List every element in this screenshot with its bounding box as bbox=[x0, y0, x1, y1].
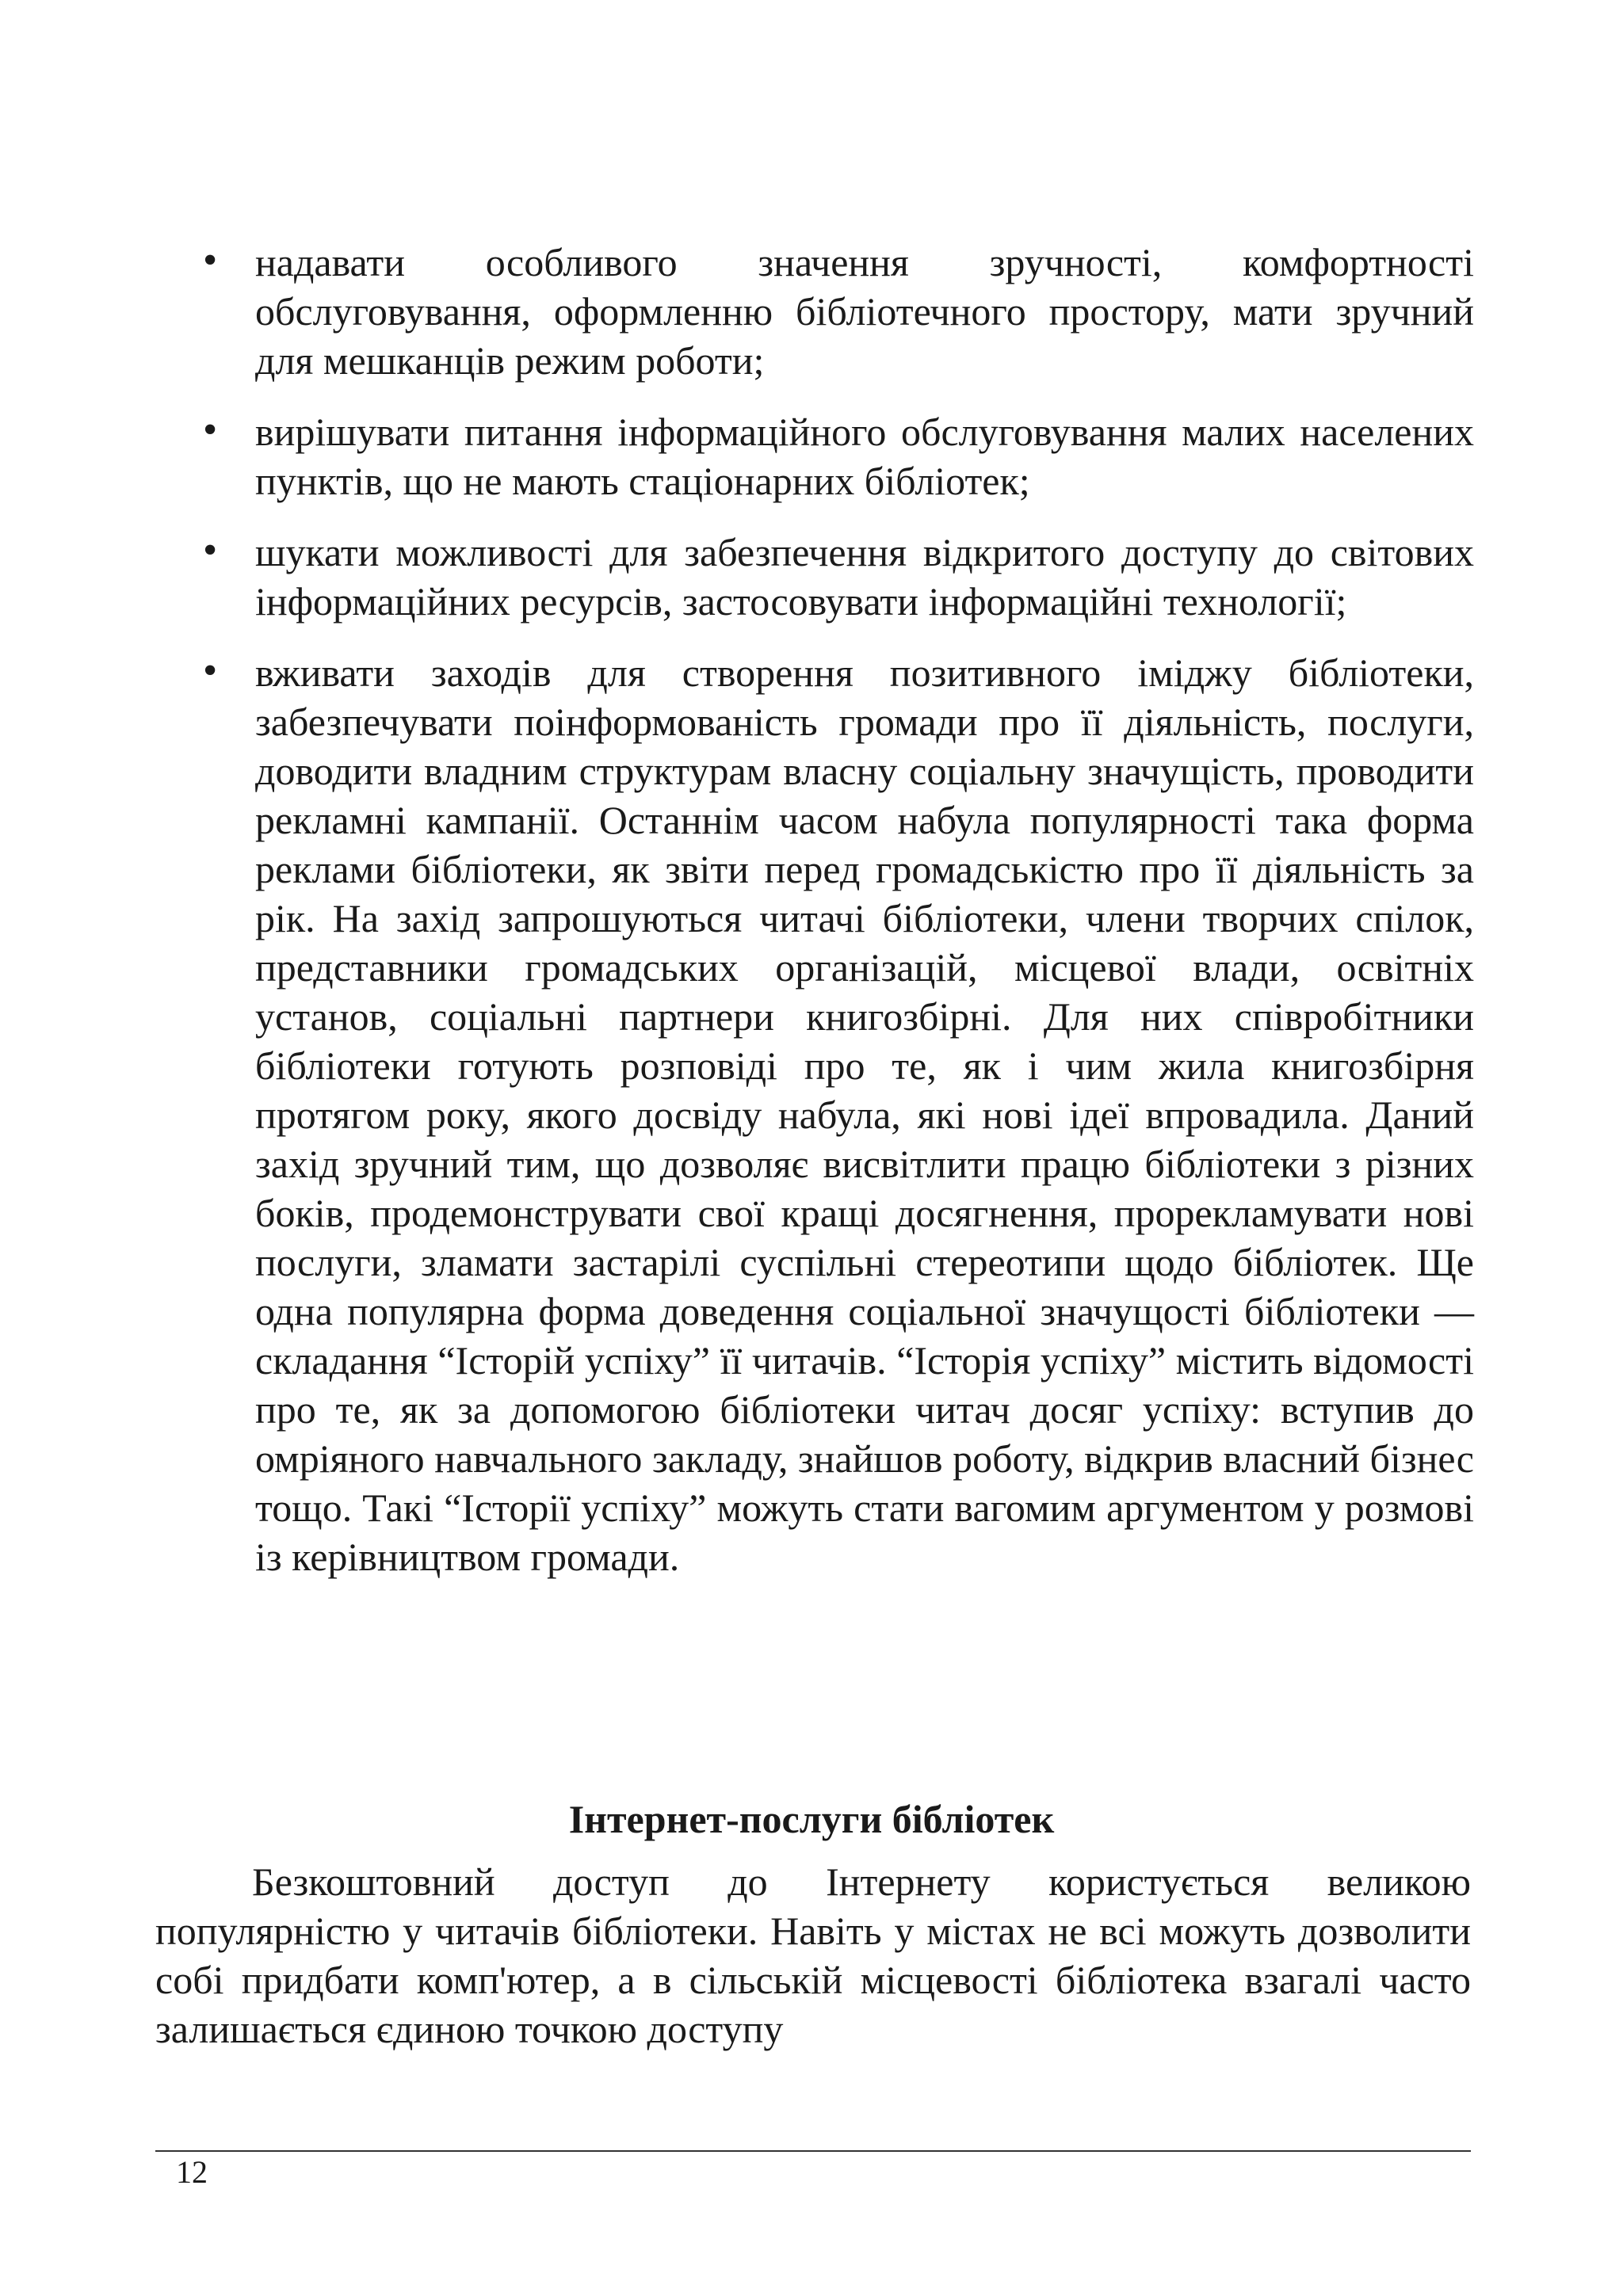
bullet-marker: • bbox=[203, 528, 218, 573]
bullet-text: вирішувати питання інформаційного обслуговування малих населених пунктів, що не мають стаціонарних бібліотек; bbox=[255, 410, 1474, 503]
bullet-text: шукати можливості для забезпечення відкритого доступу до світових інформаційних ресурсів, застосовувати інформаційні технології; bbox=[255, 530, 1474, 624]
list-item bbox=[198, 238, 1474, 385]
body-paragraph: Безкоштовний доступ до Інтернету користується великою популярністю у читачів бібліотеки. Навіть у містах не всі можуть дозволити собі придбати комп'ютер, а в сільській місцевості бібліотека взагалі часто залишається єдиною точкою доступу bbox=[155, 1859, 1471, 2051]
bullet-list bbox=[198, 238, 1474, 1604]
bullet-marker: • bbox=[203, 238, 218, 283]
page-number: 12 bbox=[176, 2154, 208, 2190]
bullet-marker: • bbox=[203, 648, 218, 693]
list-item bbox=[198, 528, 1474, 626]
section-heading: Інтернет-послуги бібліотек bbox=[568, 1797, 1055, 1841]
bullet-marker: • bbox=[203, 407, 218, 452]
bullet-text: надавати особливого значення зручності, комфортності обслуговування, оформленню бібліотечного простору, мати зручний для мешканців режим роботи; bbox=[255, 240, 1474, 383]
list-item bbox=[198, 407, 1474, 505]
footer-divider bbox=[155, 2150, 1471, 2152]
list-item bbox=[198, 648, 1474, 1581]
bullet-text: вживати заходів для створення позитивного іміджу бібліотеки, забезпечувати поінформованість громади про її діяльність, послуги, доводити владним структурам власну соціальну значущість, проводити рекламні кампанії. Останнім часом набула популярності така форма реклами бібліотеки, як звіти перед громадськістю про її діяльність за рік. На захід запрошуються читачі бібліотеки, члени творчих спілок, представники громадських організацій, місцевої влади, освітніх установ, соціальні партнери книгозбірні. Для них співробітники бібліотеки готують розповіді про те, як і чим жила книгозбірня протягом року, якого досвіду набула, які нові ідеї впровадила. Даний захід зручний тим, що дозволяє висвітлити працю бібліотеки з різних боків, продемонструвати свої кращі досягнення, прорекламувати нові послуги, зламати застарілі суспільні стереотипи щодо бібліотек. Ще одна популярна форма доведення соціальної значущості бібліотеки — складання “Історій успіху” її читачів. “Історія успіху” містить відомості про те, як за допомогою бібліотеки читач досяг успіху: вступив до омріяного навчального закладу, знайшов роботу, відкрив власний бізнес тощо. Такі “Історії успіху” можуть стати вагомим аргументом у розмові із керівництвом громади. bbox=[255, 650, 1474, 1579]
